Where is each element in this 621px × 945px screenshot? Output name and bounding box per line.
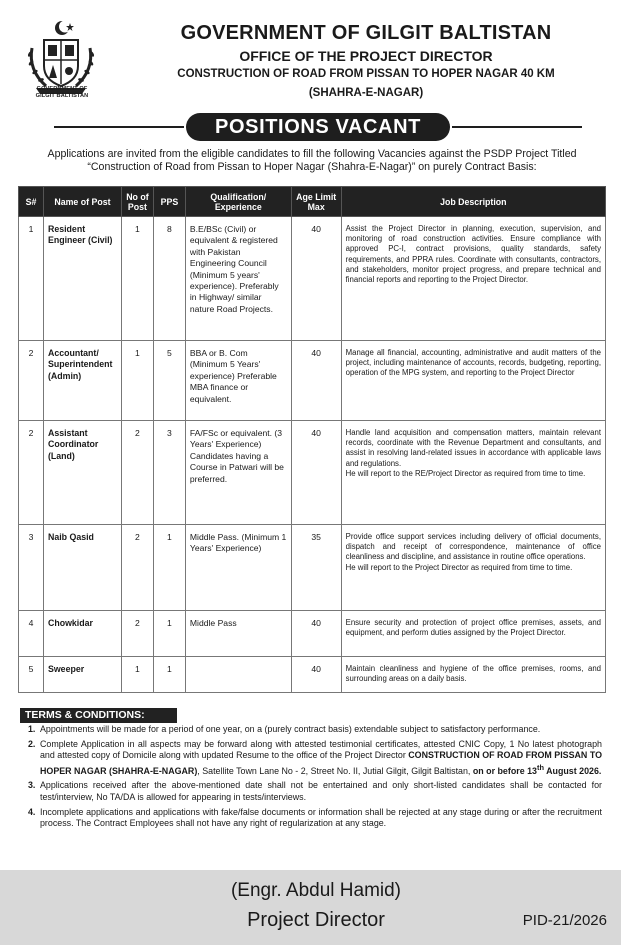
terms-item-number: 2.	[28, 738, 36, 749]
terms-heading: TERMS & CONDITIONS:	[20, 708, 177, 723]
cell-age: 40	[291, 657, 341, 693]
cell-posts: 2	[121, 525, 153, 611]
cell-sno: 4	[19, 611, 44, 657]
table-row	[19, 525, 606, 611]
cell-posts: 1	[121, 341, 153, 421]
cell-qualification: Middle Pass. (Minimum 1 Years' Experience)	[185, 525, 291, 611]
cell-age: 40	[291, 611, 341, 657]
terms-deadline-date: August 2026.	[543, 765, 602, 776]
header	[0, 0, 621, 112]
terms-item	[28, 739, 602, 778]
cell-post-name: Accountant/ Superintendent (Admin)	[43, 341, 121, 421]
signatory-name: (Engr. Abdul Hamid)	[230, 880, 402, 901]
terms-item	[28, 807, 602, 830]
job-description-note: He will report to the Project Director as required from time to time.	[345, 562, 573, 572]
cell-post-name: Naib Qasid	[43, 525, 121, 611]
cell-qualification: BBA or B. Com (Minimum 5 Years' experience) Preferable MBA finance or equivalent.	[185, 341, 291, 421]
job-description-text: Provide office support services including delivery of official documents, dispatch and receipt of correspondence, maintenance of office cleanliness and discipline, and assistance in routine office operations.	[345, 532, 601, 562]
cell-sno: 1	[19, 217, 44, 341]
cell-qualification: B.E/BSc (Civil) or equivalent & registered with Pakistan Engineering Council (Minimum 5 years' experience). Preferably in Highway/ similar nature Road Projects.	[185, 217, 291, 341]
cell-job-description	[341, 421, 605, 525]
cell-posts: 1	[121, 217, 153, 341]
table-row	[19, 341, 606, 421]
cell-qualification: Middle Pass	[185, 611, 291, 657]
pid-number: PID-21/2026	[522, 912, 607, 929]
cell-job-description: Ensure security and protection of project office premises, assets, and equipment, and perform duties assigned by the Project Director.	[341, 611, 605, 657]
project-title: CONSTRUCTION OF ROAD FROM PISSAN TO HOPER NAGAR 40 KM	[177, 68, 555, 80]
terms-item-number: 4.	[28, 806, 36, 817]
col-header-age: Age Limit Max	[291, 187, 341, 217]
terms-item-text: Incomplete applications and applications with fake/false documents or information shall be rejected at any stage during or after the recruitment process. The Contract Employees shall not have any right of regularization at any stage.	[40, 806, 602, 829]
terms-item	[28, 724, 602, 736]
job-description-note: He will report to the RE/Project Director as required from time to time.	[345, 468, 586, 478]
terms-deadline	[472, 762, 602, 776]
table-header-row	[19, 187, 606, 217]
emblem-caption	[14, 86, 110, 100]
terms-item	[28, 780, 602, 803]
cell-qualification	[185, 657, 291, 693]
vacancies-table	[18, 186, 606, 693]
col-header-sno: S#	[19, 187, 44, 217]
cell-post-name: Sweeper	[43, 657, 121, 693]
cell-posts: 2	[121, 421, 153, 525]
cell-qualification: FA/FSc or equivalent. (3 Years' Experience) Candidates having a Course in Patwari will be preferred.	[185, 421, 291, 525]
intro-paragraph: Applications are invited from the eligible candidates to fill the following Vacancies against the PSDP Project Titled “Construction of Road from Pissan to Hoper Nagar (Shahra-E-Nagar)” on purely Contract Basis:	[47, 148, 577, 173]
terms-item-text: Complete Application in all aspects may be forward along with attested testimonial certificates, attested CNIC Copy, 1 No latest photograph and attested copy of Domicile along with updated Resume to the office of the Project Director	[40, 738, 602, 761]
project-subtitle: (SHAHRA-E-NAGAR)	[308, 87, 424, 99]
table-row	[19, 657, 606, 693]
terms-item-number: 3.	[28, 780, 36, 791]
cell-sno: 5	[19, 657, 44, 693]
cell-post-name: Assistant Coordinator (Land)	[43, 421, 121, 525]
col-header-job-description: Job Description	[341, 187, 605, 217]
terms-item-text: Appointments will be made for a period of one year, on a (purely contract basis) extendable subject to satisfactory performance.	[40, 724, 541, 734]
terms-list	[28, 724, 602, 833]
positions-vacant-banner: POSITIONS VACANT	[186, 113, 450, 141]
cell-job-description: Maintain cleanliness and hygiene of the office premises, rooms, and surrounding areas on a daily basis.	[341, 657, 605, 693]
cell-sno: 2	[19, 341, 44, 421]
cell-post-name: Chowkidar	[43, 611, 121, 657]
cell-age: 40	[291, 341, 341, 421]
cell-sno: 3	[19, 525, 44, 611]
cell-posts: 2	[121, 611, 153, 657]
terms-project-name: CONSTRUCTION OF ROAD FROM PISSAN TO HOPER NAGAR (SHAHRA-E-NAGAR)	[40, 750, 602, 776]
col-header-name: Name of Post	[43, 187, 121, 217]
office-title: OFFICE OF THE PROJECT DIRECTOR	[239, 48, 493, 64]
col-header-qualification: Qualification/ Experience	[185, 187, 291, 217]
cell-job-description: Manage all financial, accounting, administrative and audit matters of the project, including maintenance of accounts, records, budgeting, reporting, operation of the MPG system, and reporting to the Project Director	[341, 341, 605, 421]
signatory-designation: Project Director	[247, 909, 385, 931]
cell-pps: 8	[153, 217, 185, 341]
cell-post-name: Resident Engineer (Civil)	[43, 217, 121, 341]
terms-deadline-suffix: th	[536, 762, 544, 772]
terms-address: , Satellite Town Lane No - 2, Street No. II, Jutial Gilgit, Gilgit Baltistan,	[197, 765, 473, 776]
cell-pps: 1	[153, 525, 185, 611]
cell-job-description	[341, 525, 605, 611]
cell-sno: 2	[19, 421, 44, 525]
col-header-posts: No of Post	[121, 187, 153, 217]
cell-pps: 3	[153, 421, 185, 525]
cell-job-description: Assist the Project Director in planning, execution, supervision, and monitoring of road construction activities. Ensure compliance with approved PC-I, contract provisions, quality standards, safety requirements, and PPRA rules. Coordinate with consultants, contractors, and stakeholders, monitor project progress, and prepare technical and financial reports and reporting to the Project Director.	[341, 217, 605, 341]
cell-pps: 5	[153, 341, 185, 421]
cell-pps: 1	[153, 611, 185, 657]
cell-age: 35	[291, 525, 341, 611]
cell-age: 40	[291, 217, 341, 341]
job-description-text: Handle land acquisition and compensation matters, maintain relevant records, coordinate with the Revenue Department and consultants, and assist in resolving land-related issues in accordance with applicable laws and regulations.	[345, 428, 601, 468]
terms-item-number: 1.	[28, 724, 36, 734]
terms-item-text: Applications received after the above-mentioned date shall not be entertained and only short-listed candidates shall be contacted for test/interview, No TA/DA is allowed for appearing in tests/interviews.	[40, 780, 602, 802]
emblem-caption-line2: GILGIT BALTISTAN	[35, 93, 89, 99]
table-row	[19, 421, 606, 525]
emblem-caption-line1: GOVERNMENT OF	[36, 86, 88, 92]
table-row	[19, 611, 606, 657]
terms-deadline-prefix: on or before 13	[472, 765, 537, 776]
cell-age: 40	[291, 421, 341, 525]
cell-pps: 1	[153, 657, 185, 693]
table-row	[19, 217, 606, 341]
col-header-pps: PPS	[153, 187, 185, 217]
cell-posts: 1	[121, 657, 153, 693]
government-title: GOVERNMENT OF GILGIT BALTISTAN	[180, 22, 552, 44]
